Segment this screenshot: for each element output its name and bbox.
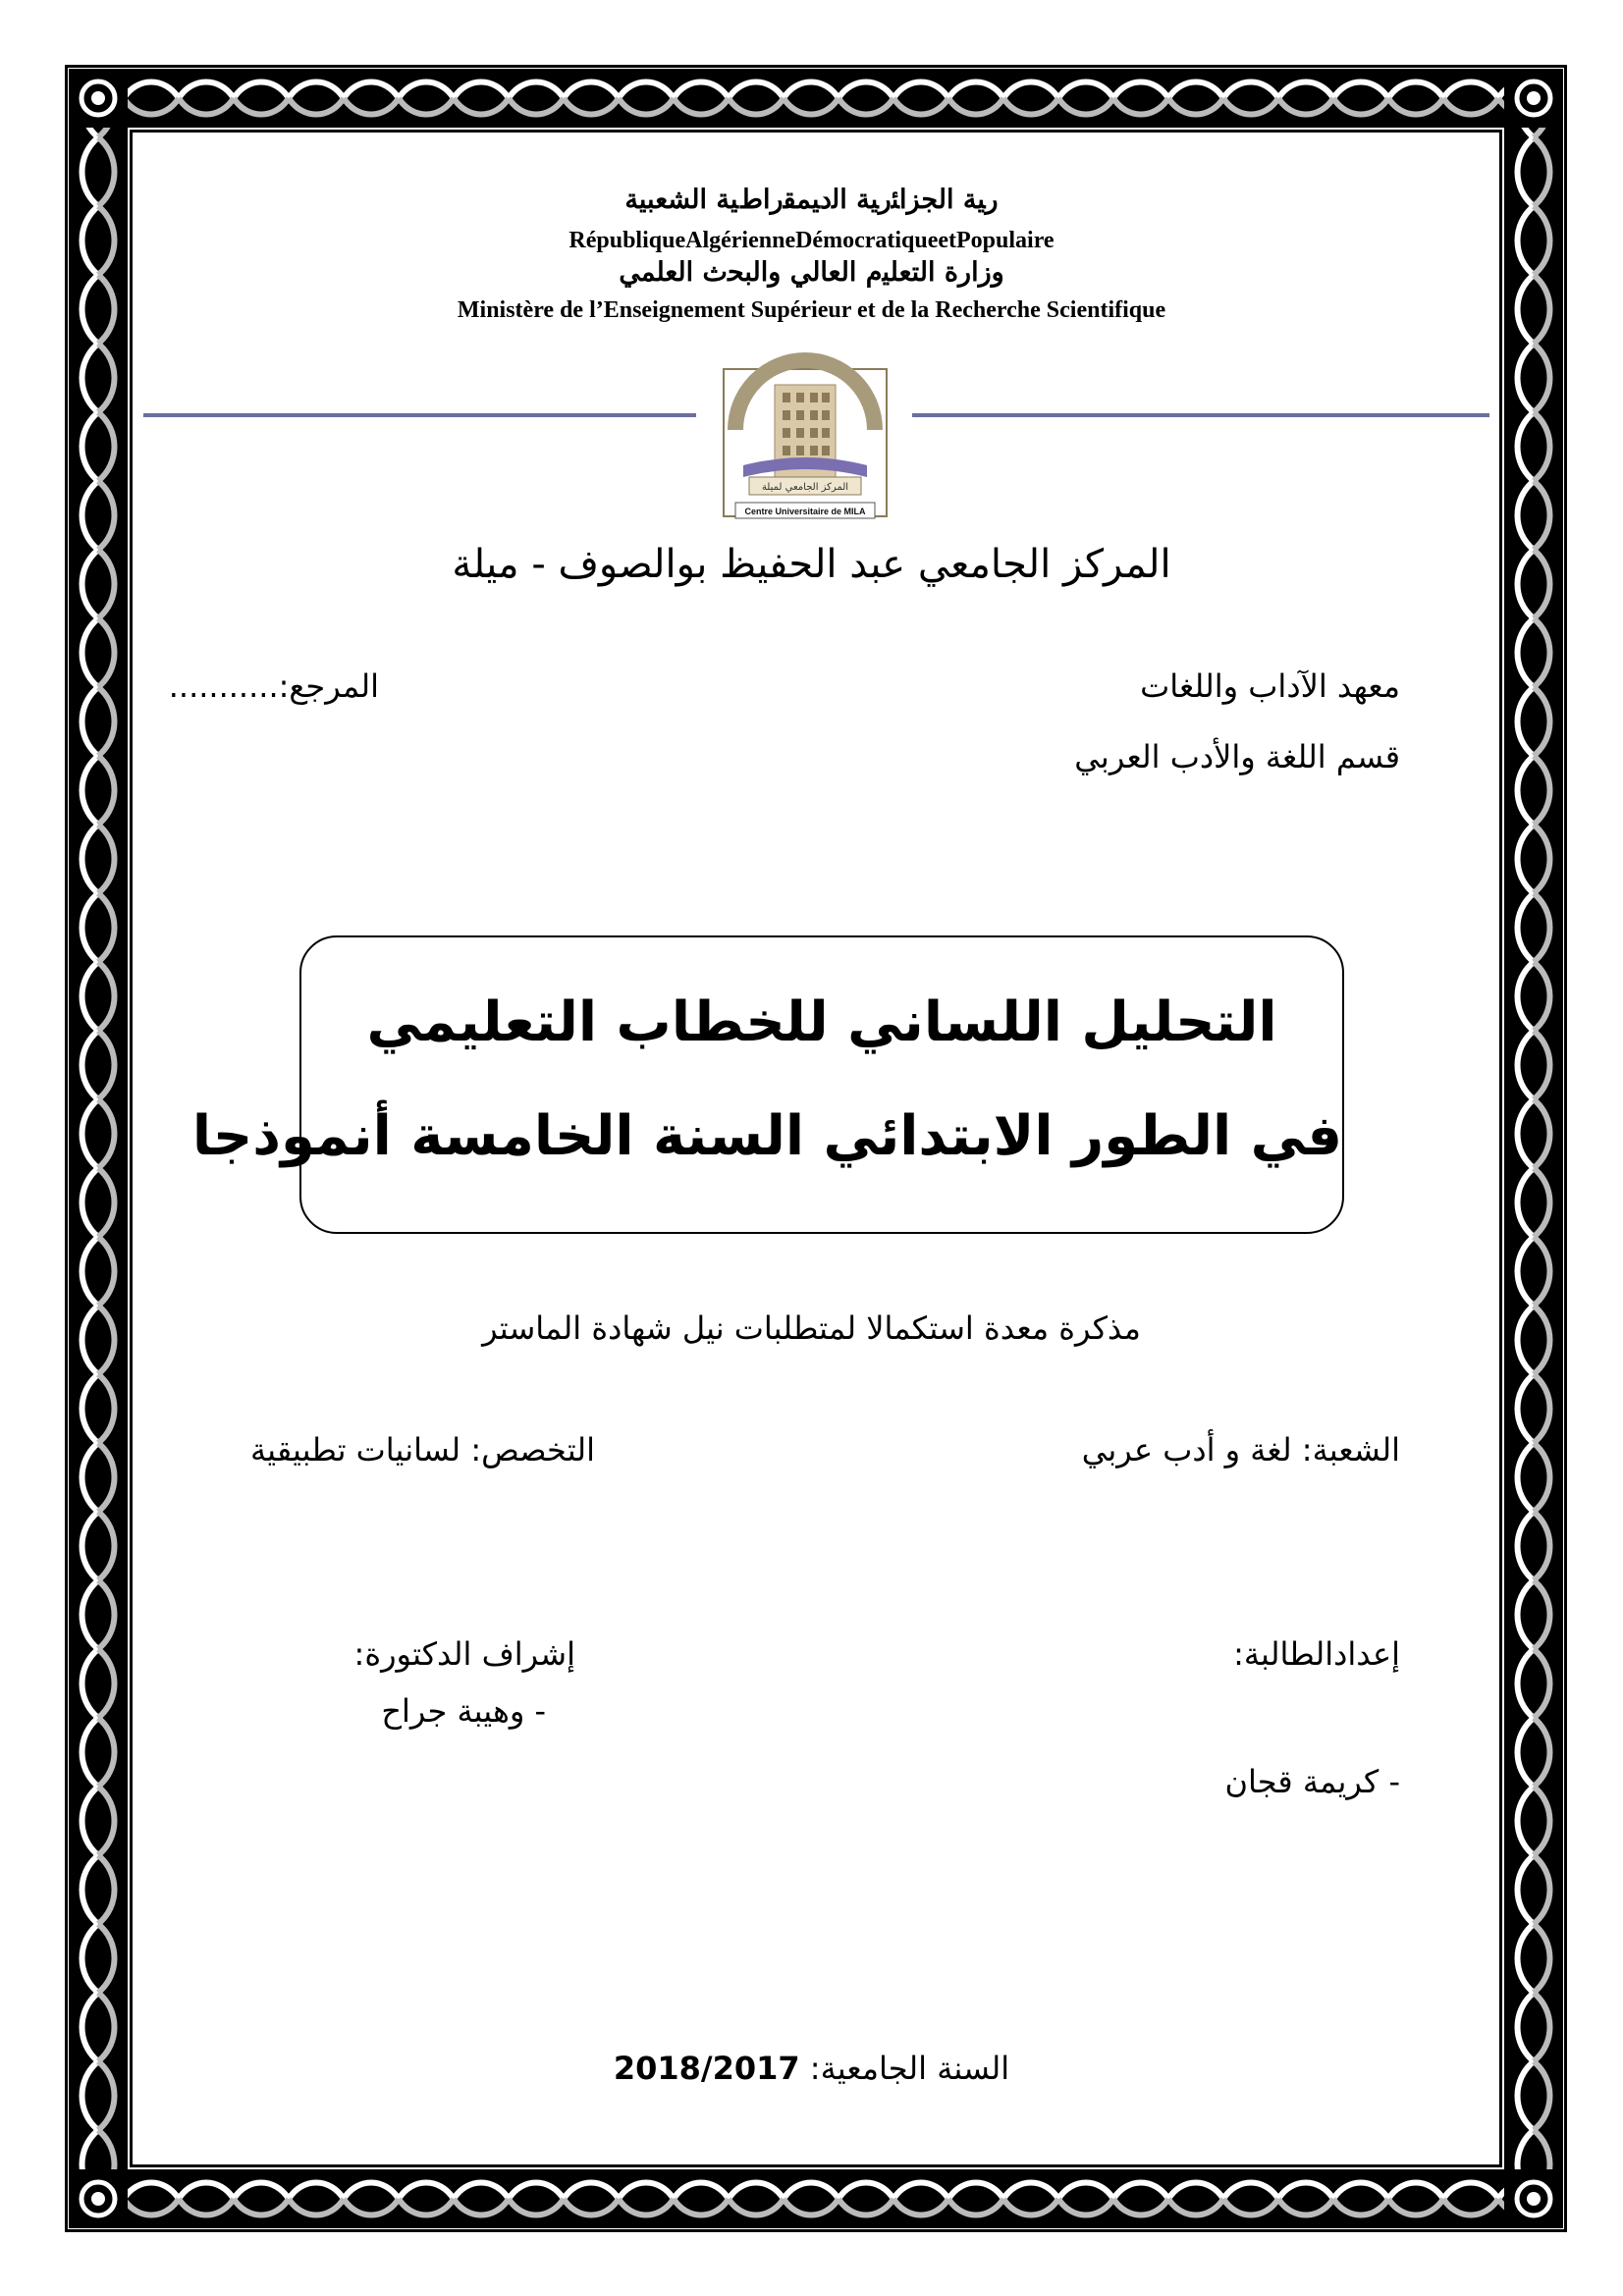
corner-ornament-bottom-left [69,2169,128,2228]
header-arabic-republic: ﺭﻴﺔ ﺍﻟﺠﺰﺍﺌﺭﻴﺔ ﺍﻟﺩﻴﻤﻘﺭﺍﻁﻴﺔ ﺍﻟﺸﻌﺒﻴﺔ [624,185,999,215]
thesis-title-line-1: ﺍﻟﺘﺤﻠﻴﻞ ﺍﻟﻠﺴﺎﻧﻲ ﻟﻠﺨﻄﺎﺏ ﺍﻟﺘﻌﻠﻴﻤﻲ [366,990,1277,1054]
branch-field: الشعبة: لغة و أدب عربي [1081,1431,1400,1468]
academic-year-value: 2018/2017 [613,2050,800,2087]
student-name: - كريمة قجان [1224,1763,1400,1800]
header-french-republic: RépubliqueAlgérienneDémocratiqueetPopulaire [568,228,1055,253]
header-rule-left [143,413,696,417]
institution-name: المركز الجامعي عبد الحفيظ بوالصوف - ميلة [452,542,1171,587]
reference-field: المرجع:........... [168,667,379,705]
corner-ornament-bottom-right [1504,2169,1563,2228]
university-logo [714,340,896,524]
header-french-ministry: Ministère de l’Enseignement Supérieur et de la Recherche Scientifique [457,297,1166,323]
border-chain-bottom [69,2169,1563,2228]
border-chain-top [69,69,1563,128]
department-name: قسم اللغة والأدب العربي [1074,738,1400,775]
logo-banner-text: المركز الجامعي لميلة [761,482,849,493]
student-label: إعدادالطالبة: [1233,1635,1400,1673]
thesis-note: مذكرة معدة استكمالا لمتطلبات نيل شهادة الماستر [482,1309,1141,1347]
border-chain-right [1504,69,1563,2228]
supervisor-name: - وهيبة جراح [381,1692,546,1730]
header-rule-right [912,413,1489,417]
header-arabic-ministry: ﻭﺯﺍﺭﺓ ﺍﻟﺘﻌﻠﻴﻡ ﺍﻟﻌﺎﻟﻲ ﻭﺍﻟﺒﺤﺙ ﺍﻟﻌﻠﻤﻲ [619,257,1004,288]
logo-caption: Centre Universitaire de MILA [744,507,866,516]
supervisor-label: إشراف الدكتورة: [353,1635,575,1673]
institute-name: معهد الآداب واللغات [1140,667,1400,705]
specialty-field: التخصص: لسانيات تطبيقية [250,1431,595,1468]
border-chain-left [69,69,128,2228]
thesis-title-line-2: ﻓﻲ ﺍﻟﻄﻮﺭ ﺍﻻﺑﺘﺪﺍﺋﻲ ﺍﻟﺴﻨﺔ ﺍﻟﺨﺎﻣﺴﺔ ﺃﻧﻤﻮﺫﺟﺎ [191,1104,1342,1168]
corner-ornament-top-left [69,69,128,128]
academic-year [0,2050,1623,2087]
thesis-title-box [191,935,1344,1234]
corner-ornament-top-right [1504,69,1563,128]
academic-year-label: السنة الجامعية: [809,2050,1010,2087]
